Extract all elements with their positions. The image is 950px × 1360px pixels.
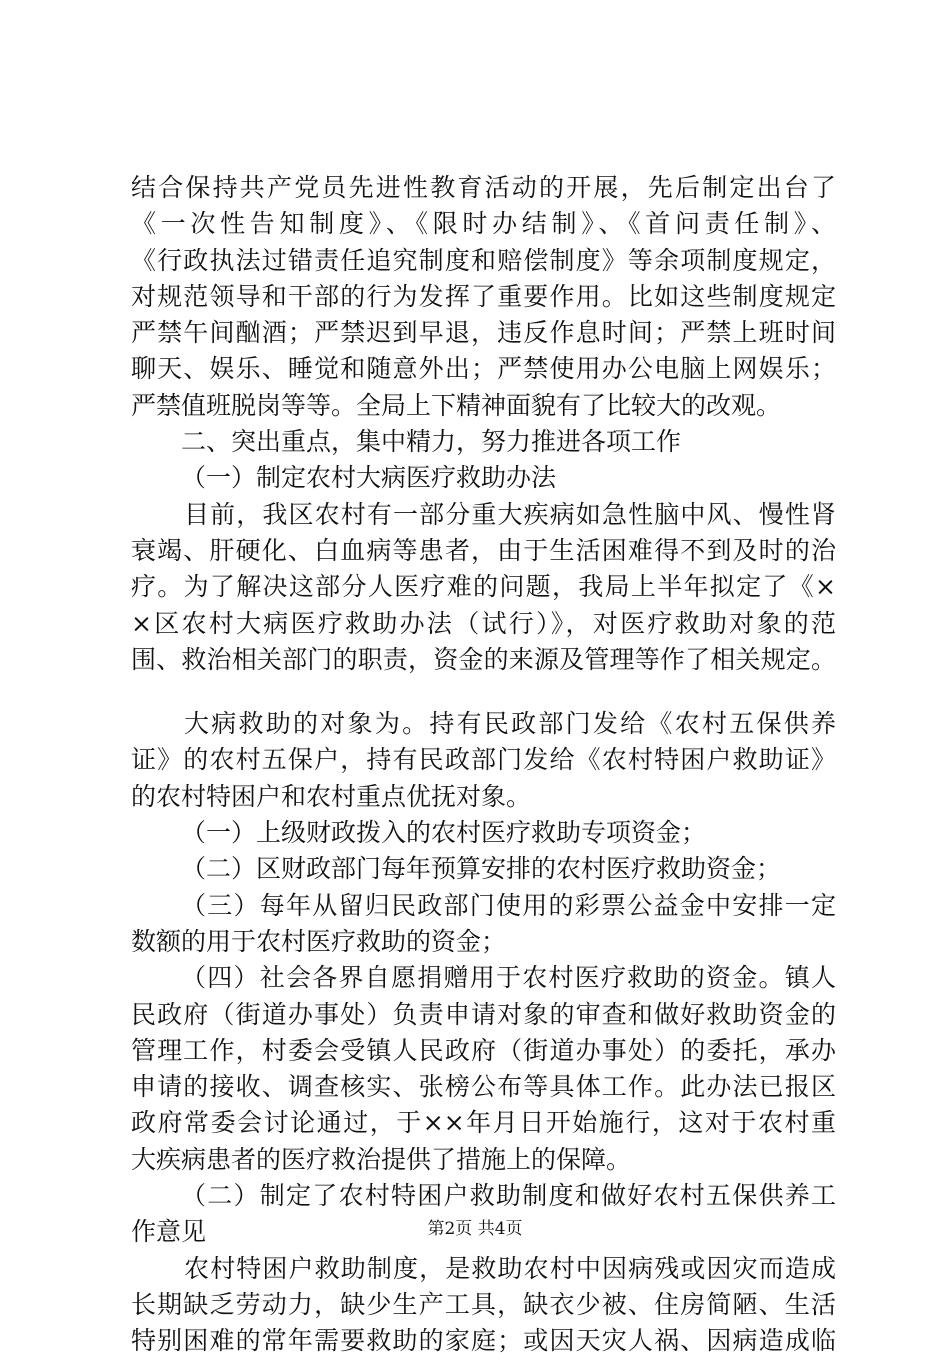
paragraph-poverty-aid [131, 1251, 836, 1360]
document-body [131, 170, 836, 1360]
text-line: 农村特困户救助制度，是救助农村中因病残或因灾而造成 [184, 1253, 836, 1283]
fund-item-2: （二）区财政部门每年预算安排的农村医疗救助资金； [181, 854, 782, 884]
text-line: 《行政执法过错责任追究制度和赔偿制度》等余项制度规定， [131, 245, 836, 275]
text-line: 的农村特困户和农村重点优抚对象。 [131, 781, 532, 811]
text-line: 长期缺乏劳动力，缺少生产工具，缺衣少被、住房简陋、生活 [131, 1289, 836, 1319]
text-line: 衰竭、肝硬化、白血病等患者，由于生活困难得不到及时的治 [131, 535, 836, 565]
paragraph-gap [131, 678, 836, 706]
page-footer: 第2页 共4页 [427, 1219, 523, 1239]
text-line: 严禁值班脱岗等等。全局上下精神面貌有了比较大的改观。 [131, 390, 782, 420]
text-line: 目前，我区农村有一部分重大疾病如急性脑中风、慢性肾 [184, 499, 836, 529]
subsection-heading: （一）制定农村大病医疗救助办法 [181, 463, 557, 493]
text-line: 申请的接收、调查核实、张榜公布等具体工作。此办法已报区 [131, 1072, 836, 1102]
text-line: 大病救助的对象为。持有民政部门发给《农村五保供养 [184, 709, 836, 739]
fund-item-4 [131, 960, 836, 1178]
paragraph-aid-recipients [131, 706, 836, 815]
text-line: 聊天、娱乐、睡觉和随意外出；严禁使用办公电脑上网娱乐； [131, 354, 836, 384]
fund-item-3 [131, 888, 836, 961]
text-line: 数额的用于农村医疗救助的资金； [131, 926, 507, 956]
text-line: 严禁午间酗酒；严禁迟到早退，违反作息时间；严禁上班时间 [131, 318, 836, 348]
text-line: 疗。为了解决这部分人医疗难的问题，我局上半年拟定了《× [131, 572, 836, 602]
text-line: 管理工作，村委会受镇人民政府（街道办事处）的委托，承办 [131, 1035, 836, 1065]
text-line: 作意见 [131, 1217, 207, 1247]
text-line: 对规范领导和干部的行为发挥了重要作用。比如这些制度规定 [131, 281, 836, 311]
text-line: 《一次性告知制度》、《限时办结制》、《首问责任制》、 [131, 209, 836, 239]
paragraph-regulations [131, 170, 836, 424]
text-line: （四）社会各界自愿捐赠用于农村医疗救助的资金。镇人 [181, 963, 836, 993]
text-line: 民政府（街道办事处）负责申请对象的审查和做好救助资金的 [131, 999, 836, 1029]
text-line: 政府常委会讨论通过，于××年月日开始施行，这对于农村重 [131, 1108, 836, 1138]
section-heading: 二、突出重点，集中精力，努力推进各项工作 [181, 427, 682, 457]
text-line: 大疾病患者的医疗救治提供了措施上的保障。 [131, 1144, 632, 1174]
text-line: ×区农村大病医疗救助办法（试行）》，对医疗救助对象的范 [131, 608, 836, 638]
text-line: 围、救治相关部门的职责，资金的来源及管理等作了相关规定。 [131, 644, 836, 674]
text-line: （二）制定了农村特困户救助制度和做好农村五保供养工 [181, 1181, 836, 1211]
text-line: 特别困难的常年需要救助的家庭；或因天灾人祸、因病造成临 [131, 1326, 836, 1356]
fund-item-1: （一）上级财政拨入的农村医疗救助专项资金； [181, 818, 707, 848]
text-line: （三）每年从留归民政部门使用的彩票公益金中安排一定 [181, 890, 836, 920]
text-line: 证》的农村五保户，持有民政部门发给《农村特困户救助证》 [131, 745, 836, 775]
paragraph-medical-aid [131, 497, 836, 678]
text-line: 结合保持共产党员先进性教育活动的开展，先后制定出台了 [131, 173, 836, 202]
